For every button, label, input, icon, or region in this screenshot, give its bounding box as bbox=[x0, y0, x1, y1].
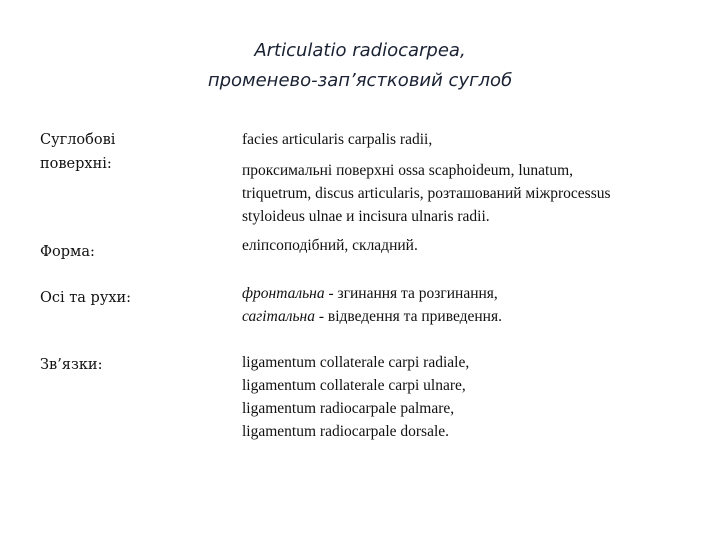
ligament-item: ligamentum collaterale carpi ulnare, bbox=[242, 377, 466, 394]
label-articular-surfaces bbox=[40, 128, 115, 176]
surface-line-4: styloideus ulnae и incisura ulnaris radii. bbox=[242, 208, 490, 225]
axis-sagittal-name: сагітальна bbox=[242, 308, 315, 325]
surface-line-1: facies articularis carpalis radii, bbox=[242, 131, 433, 148]
label-line-1: Суглобові bbox=[40, 132, 116, 148]
slide-title bbox=[0, 36, 720, 96]
label-ligaments: Зв’язки: bbox=[40, 357, 103, 373]
form-text: еліпсоподібний, складний. bbox=[242, 237, 418, 254]
title-line-1: Articulatio radiocarpea, bbox=[254, 40, 466, 61]
label-line-2: поверхні: bbox=[40, 156, 112, 172]
content-ligaments bbox=[242, 351, 692, 443]
content-form bbox=[242, 234, 692, 257]
label-form: Форма: bbox=[40, 244, 95, 260]
axis-sagittal bbox=[242, 305, 692, 328]
title-line-2: променево-зап’ястковий суглоб bbox=[207, 70, 513, 91]
axis-frontal-name: фронтальна bbox=[242, 285, 325, 302]
content-axes-movements bbox=[242, 282, 692, 328]
content-articular-surfaces bbox=[242, 128, 692, 228]
label-axes-movements: Осі та рухи: bbox=[40, 290, 132, 306]
axis-frontal bbox=[242, 282, 692, 305]
surface-line-2: проксимальні поверхні ossa scaphoideum, lunatum, bbox=[242, 162, 574, 179]
ligament-item: ligamentum radiocarpale dorsale. bbox=[242, 423, 450, 440]
axis-sagittal-movement: - відведення та приведення. bbox=[314, 308, 502, 325]
ligament-item: ligamentum radiocarpale palmare, bbox=[242, 400, 455, 417]
axis-frontal-movement: - згинання та розгинання, bbox=[324, 285, 498, 302]
ligament-item: ligamentum collaterale carpi radiale, bbox=[242, 354, 470, 371]
surface-line-3: triquetrum, discus articularis, розташований міжprocessus bbox=[242, 185, 611, 202]
